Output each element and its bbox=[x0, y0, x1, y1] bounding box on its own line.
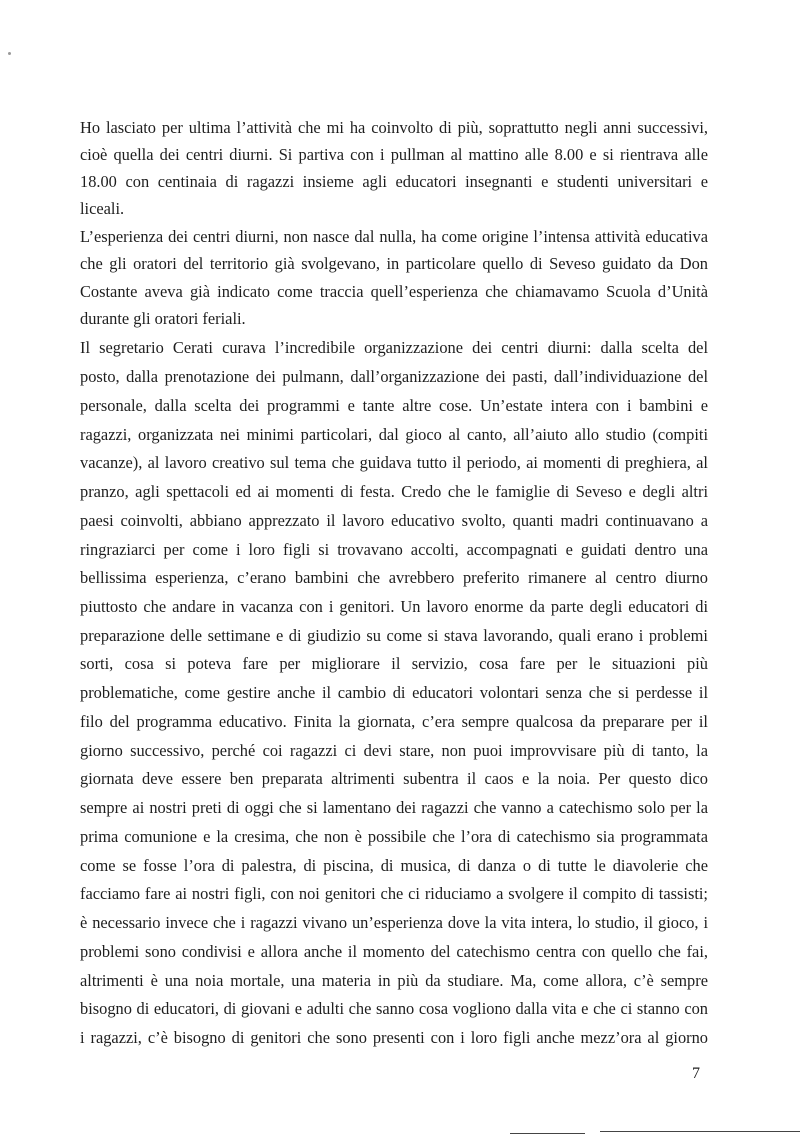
text-line: come se fosse l’ora di palestra, di piscina, di musica, di danza o di tutte le diavolerie che bbox=[80, 856, 708, 875]
text-line: che gli oratori del territorio già svolgevano, in particolare quello di Seveso guidato da Don bbox=[80, 254, 708, 273]
text-line: facciamo fare ai nostri figli, con noi genitori che ci riduciamo a svolgere il compito di tassisti; bbox=[80, 884, 708, 903]
text-line: Il segretario Cerati curava l’incredibile organizzazione dei centri diurni: dalla scelta del bbox=[80, 338, 708, 357]
text-line: Ho lasciato per ultima l’attività che mi ha coinvolto di più, soprattutto negli anni successivi, bbox=[80, 118, 708, 137]
text-line: cioè quella dei centri diurni. Si partiva con i pullman al mattino alle 8.00 e si rientrava alle bbox=[80, 145, 708, 164]
text-line: 18.00 con centinaia di ragazzi insieme agli educatori insegnanti e studenti universitari e bbox=[80, 172, 708, 191]
text-line: prima comunione e la cresima, che non è possibile che l’ora di catechismo sia programmata bbox=[80, 827, 708, 846]
text-line: piuttosto che andare in vacanza con i genitori. Un lavoro enorme da parte degli educatori di bbox=[80, 597, 708, 616]
text-line: pranzo, agli spettacoli ed ai momenti di festa. Credo che le famiglie di Seveso e degli altri bbox=[80, 482, 708, 501]
text-line: liceali. bbox=[80, 199, 125, 218]
text-line: giornata deve essere ben preparata altrimenti subentra il caos e la noia. Per questo dico bbox=[80, 769, 708, 788]
text-line: preparazione delle settimane e di giudizio su come si stava lavorando, quali erano i problemi bbox=[80, 626, 708, 645]
text-line: giorno successivo, perché coi ragazzi ci devi stare, non puoi improvvisare più di tanto, la bbox=[80, 741, 708, 760]
text-line: posto, dalla prenotazione dei pulmann, dall’organizzazione dei pasti, dall’individuazione del bbox=[80, 367, 708, 386]
text-line: bisogno di educatori, di giovani e adulti che sanno cosa vogliono dalla vita e che ci stanno con bbox=[80, 999, 708, 1018]
text-line: bellissima esperienza, c’erano bambini che avrebbero preferito rimanere al centro diurno bbox=[80, 568, 708, 587]
text-line: sempre ai nostri preti di oggi che si lamentano dei ragazzi che vanno a catechismo solo per la bbox=[80, 798, 708, 817]
text-line: ringraziarci per come i loro figli si trovavano accolti, accompagnati e guidati dentro una bbox=[80, 540, 708, 559]
text-line: L’esperienza dei centri diurni, non nasce dal nulla, ha come origine l’intensa attività educativa bbox=[80, 227, 708, 246]
text-line: vacanze), al lavoro creativo sul tema che guidava tutto il periodo, ai momenti di preghiera, al bbox=[80, 453, 708, 472]
text-line: problematiche, come gestire anche il cambio di educatori volontari senza che si perdesse il bbox=[80, 683, 708, 702]
text-line: altrimenti è una noia mortale, una materia in più da studiare. Ma, come allora, c’è sempre bbox=[80, 971, 708, 990]
text-line: paesi coinvolti, abbiano apprezzato il lavoro educativo svolto, quanti madri continuavano a bbox=[80, 511, 708, 530]
text-line: problemi sono condivisi e allora anche il momento del catechismo centra con quello che fai, bbox=[80, 942, 708, 961]
scan-edge-line bbox=[510, 1133, 585, 1134]
text-line: Costante aveva già indicato come traccia quell’esperienza che chiamavamo Scuola d’Unità bbox=[80, 282, 708, 301]
text-line: durante gli oratori feriali. bbox=[80, 309, 246, 328]
scan-speck bbox=[8, 52, 11, 55]
text-line: ragazzi, organizzata nei minimi particolari, dal gioco al canto, all’aiuto allo studio (compiti bbox=[80, 425, 708, 444]
text-line: filo del programma educativo. Finita la giornata, c’era sempre qualcosa da preparare per il bbox=[80, 712, 708, 731]
text-line: è necessario invece che i ragazzi vivano un’esperienza dove la vita intera, lo studio, il gioco, i bbox=[80, 913, 708, 932]
text-line: sorti, cosa si poteva fare per migliorare il servizio, cosa fare per le situazioni più bbox=[80, 654, 708, 673]
text-line: i ragazzi, c’è bisogno di genitori che sono presenti con i loro figli anche mezz’ora al giorno bbox=[80, 1028, 708, 1047]
scan-edge-line bbox=[600, 1131, 800, 1132]
page-number: 7 bbox=[692, 1065, 700, 1082]
text-line: personale, dalla scelta dei programmi e tante altre cose. Un’estate intera con i bambini e bbox=[80, 396, 708, 415]
